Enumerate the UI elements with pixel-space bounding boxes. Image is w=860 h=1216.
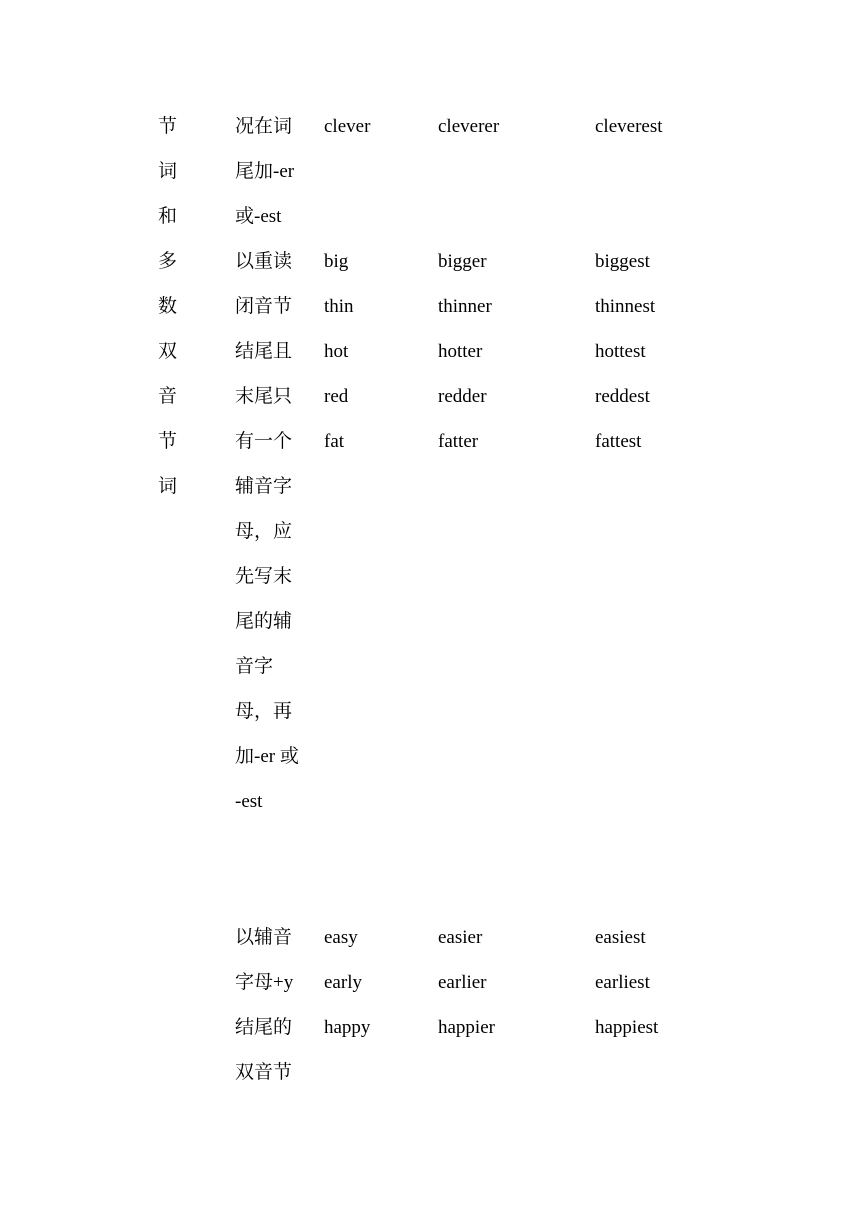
superlative-form: cleverest [595, 116, 663, 137]
rule-line: 尾加-er [235, 161, 295, 182]
superlative-column-2 [595, 924, 658, 1059]
base-form: easy [324, 927, 358, 948]
base-form: red [324, 386, 349, 407]
comparative-form: cleverer [438, 116, 500, 137]
comparative-form: hotter [438, 341, 483, 362]
superlative-form [595, 158, 663, 203]
superlative-form [595, 203, 663, 248]
base-form: big [324, 251, 349, 272]
rule-column [235, 113, 299, 833]
comparative-form [438, 158, 499, 203]
base-form [324, 158, 370, 203]
rule-line: 母，应 [235, 521, 293, 542]
rule-line: 母，再 [235, 701, 293, 722]
base-form-column [324, 113, 370, 473]
comparative-form: redder [438, 386, 487, 407]
category-char: 节 [158, 116, 178, 137]
base-form: fat [324, 431, 345, 452]
superlative-form: reddest [595, 386, 650, 407]
rule-line: 先写末 [235, 566, 293, 587]
superlative-form: earliest [595, 972, 650, 993]
rule-line: 末尾只 [235, 386, 293, 407]
rule-line: 音字 [235, 656, 274, 677]
rule-line: 结尾的 [235, 1017, 293, 1038]
category-char: 和 [158, 206, 178, 227]
category-char: 节 [158, 431, 178, 452]
superlative-form: happiest [595, 1017, 659, 1038]
category-char: 词 [158, 161, 178, 182]
rule-line: 加-er 或 [235, 746, 299, 767]
base-form: hot [324, 341, 349, 362]
rule-line: -est [235, 791, 263, 812]
comparative-column [438, 113, 499, 473]
rule-line: 闭音节 [235, 296, 293, 317]
rule-line: 况在词 [235, 116, 293, 137]
rule-line: 尾的辅 [235, 611, 293, 632]
base-form: early [324, 972, 362, 993]
comparative-form: happier [438, 1017, 495, 1038]
rule-line: 以重读 [235, 251, 293, 272]
base-form [324, 203, 370, 248]
rule-line: 结尾且 [235, 341, 293, 362]
comparative-form: thinner [438, 296, 492, 317]
comparative-form [438, 203, 499, 248]
rule-line: 有一个 [235, 431, 293, 452]
superlative-form: thinnest [595, 296, 656, 317]
base-form: thin [324, 296, 354, 317]
rule-line: 辅音字 [235, 476, 293, 497]
category-char: 双 [158, 341, 178, 362]
superlative-form: biggest [595, 251, 650, 272]
base-form: happy [324, 1017, 371, 1038]
category-column [158, 113, 177, 518]
rule-line: 字母+y [235, 972, 294, 993]
rule-column-2 [235, 924, 293, 1104]
comparative-form: bigger [438, 251, 487, 272]
category-char: 多 [158, 251, 178, 272]
rule-line: 或-est [235, 206, 282, 227]
comparative-form: fatter [438, 431, 479, 452]
category-char: 数 [158, 296, 178, 317]
comparative-form: easier [438, 927, 483, 948]
superlative-column [595, 113, 663, 473]
superlative-form: hottest [595, 341, 646, 362]
superlative-form: fattest [595, 431, 642, 452]
superlative-form: easiest [595, 927, 646, 948]
rule-line: 以辅音 [235, 927, 293, 948]
rule-line: 双音节 [235, 1062, 293, 1083]
base-form-column-2 [324, 924, 370, 1059]
category-char: 词 [158, 476, 178, 497]
category-char: 音 [158, 386, 178, 407]
comparative-column-2 [438, 924, 495, 1059]
comparative-form: earlier [438, 972, 487, 993]
base-form: clever [324, 116, 371, 137]
